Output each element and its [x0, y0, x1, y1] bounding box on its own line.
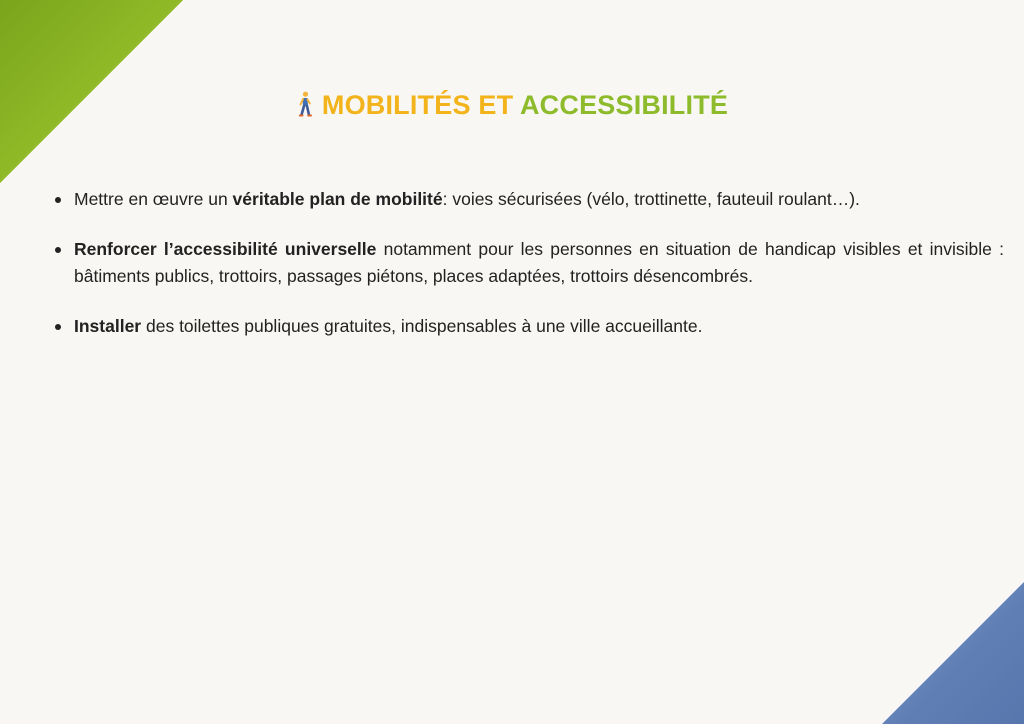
list-item-public-toilets — [52, 313, 1004, 340]
item-text-after: : voies sécurisées (vélo, trottinette, fauteuil roulant…). — [442, 189, 860, 209]
item-text-after: notamment pour les personnes en situation de handicap visibles et invisible : bâtiments publics, trottoirs, passages piétons, places adaptées, trottoirs désencombrés. — [74, 239, 1004, 286]
title-part-accessibilite: ACCESSIBILITÉ — [519, 90, 729, 120]
item-text-bold: véritable plan de mobilité — [232, 189, 443, 209]
list-item-accessibility — [52, 236, 1004, 290]
item-text-bold: Installer — [74, 316, 142, 336]
item-text-before: Mettre en œuvre un — [74, 189, 233, 209]
bullet-dot — [55, 247, 61, 253]
list-item-mobility-plan — [52, 186, 1004, 213]
bullet-list — [52, 186, 1004, 363]
bullet-dot — [55, 197, 61, 203]
item-text-after: des toilettes publiques gratuites, indispensables à une ville accueillante. — [141, 316, 703, 336]
bullet-dot — [55, 324, 61, 330]
page-title — [0, 90, 1024, 124]
title-part-mobilites: MOBILITÉS ET — [321, 90, 514, 120]
item-text-bold: Renforcer l’accessibilité universelle — [74, 239, 377, 259]
bottom-right-corner-decoration — [882, 582, 1024, 724]
person-walking-icon — [296, 91, 314, 124]
